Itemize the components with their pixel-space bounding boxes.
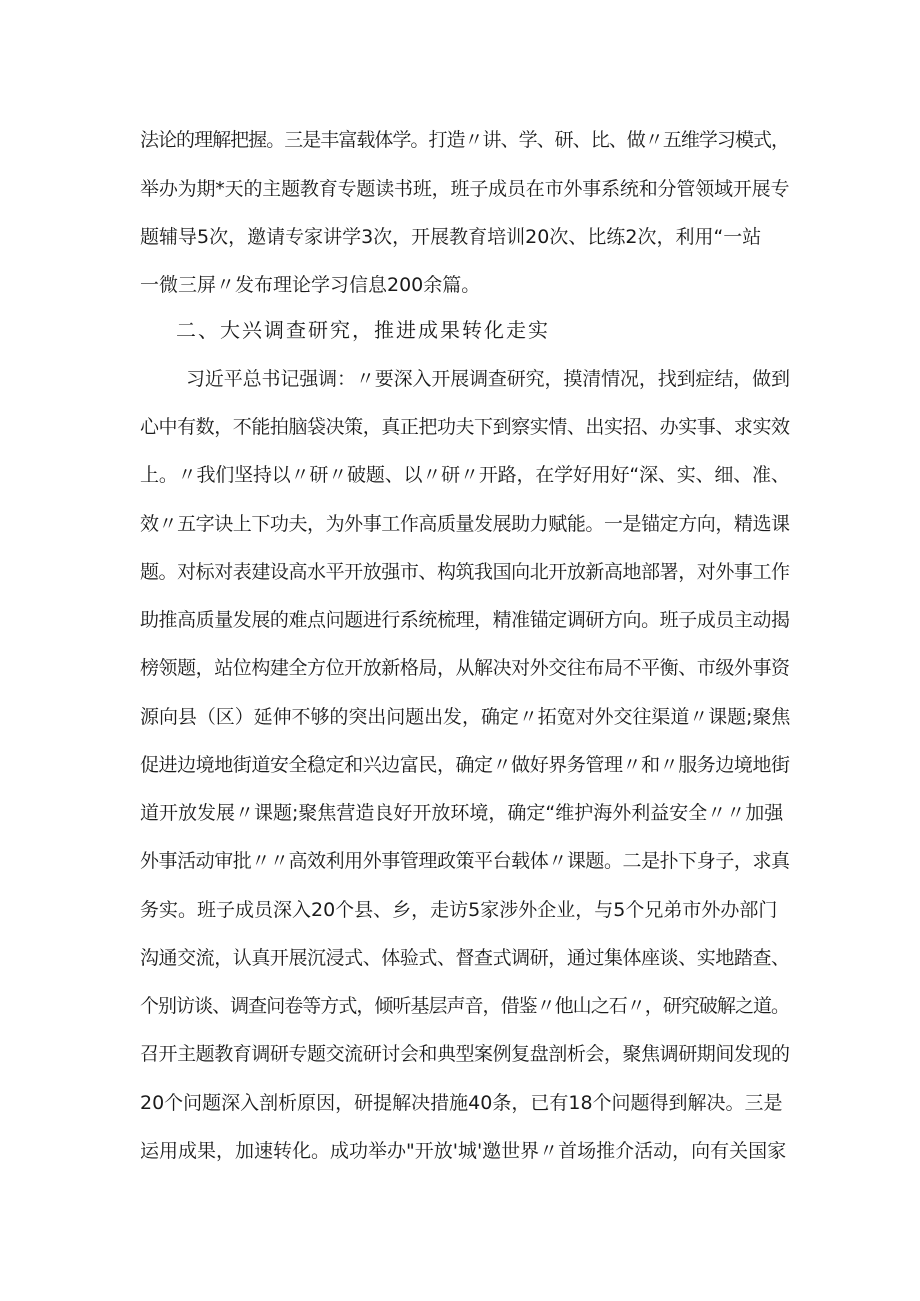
paragraph-line: 法论的理解把握。三是丰富载体学。打造〃讲、学、研、比、做〃五维学习模式， — [140, 129, 790, 151]
paragraph-line: 举办为期*天的主题教育专题读书班，班子成员在市外事系统和分管领域开展专 — [140, 178, 790, 200]
section-heading: 二、大兴调查研究，推进成果转化走实 — [176, 318, 550, 342]
paragraph-line: 外事活动审批〃〃高效利用外事管理政策平台载体〃课题。二是扑下身子，求真 — [140, 850, 790, 872]
paragraph-line: 务实。班子成员深入20个县、乡，走访5家涉外企业，与5个兄弟市外办部门 — [140, 899, 778, 921]
paragraph-line: 题辅导5次，邀请专家讲学3次，开展教育培训20次、比练2次，利用“一站 — [140, 226, 762, 248]
paragraph-line: 20个问题深入剖析原因，研提解决措施40条，已有18个问题得到解决。三是 — [140, 1092, 783, 1114]
paragraph-line: 促进边境地街道安全稳定和兴边富民，确定〃做好界务管理〃和〃服务边境地街 — [140, 754, 790, 776]
paragraph-line: 上。〃我们坚持以〃研〃破题、以〃研〃开路，在学好用好“深、实、细、准、 — [140, 464, 790, 486]
paragraph-line: 源向县（区）延伸不够的突出问题出发，确定〃拓宽对外交往渠道〃课题;聚焦 — [140, 706, 791, 728]
paragraph-line: 一微三屏〃发布理论学习信息200余篇。 — [140, 274, 481, 296]
paragraph-line: 心中有数，不能拍脑袋决策，真正把功夫下到察实情、出实招、办实事、求实效 — [140, 416, 790, 438]
paragraph-line: 运用成果，加速转化。成功举办"开放'城'邀世界〃首场推介活动，向有关国家 — [140, 1140, 787, 1162]
paragraph-line: 道开放发展〃课题;聚焦营造良好开放环境，确定“维护海外利益安全〃〃加强 — [140, 802, 784, 824]
paragraph-line: 助推高质量发展的难点问题进行系统梳理，精准锚定调研方向。班子成员主动揭 — [140, 609, 790, 631]
paragraph-line: 题。对标对表建设高水平开放强市、构筑我国向北开放新高地部署，对外事工作 — [140, 561, 790, 583]
paragraph-line: 榜领题，站位构建全方位开放新格局，从解决对外交往布局不平衡、市级外事资 — [140, 657, 790, 679]
paragraph-line: 效〃五字诀上下功夫，为外事工作高质量发展助力赋能。一是锚定方向，精选课 — [140, 513, 790, 535]
paragraph-line: 习近平总书记强调：〃要深入开展调查研究，摸清情况，找到症结，做到 — [186, 368, 790, 390]
paragraph-line: 个别访谈、调查问卷等方式，倾听基层声音，借鉴〃他山之石〃，研究破解之道。 — [140, 995, 790, 1017]
paragraph-line: 召开主题教育调研专题交流研讨会和典型案例复盘剖析会，聚焦调研期间发现的 — [140, 1043, 790, 1065]
paragraph-line: 沟通交流，认真开展沉浸式、体验式、督查式调研，通过集体座谈、实地踏查、 — [140, 947, 790, 969]
